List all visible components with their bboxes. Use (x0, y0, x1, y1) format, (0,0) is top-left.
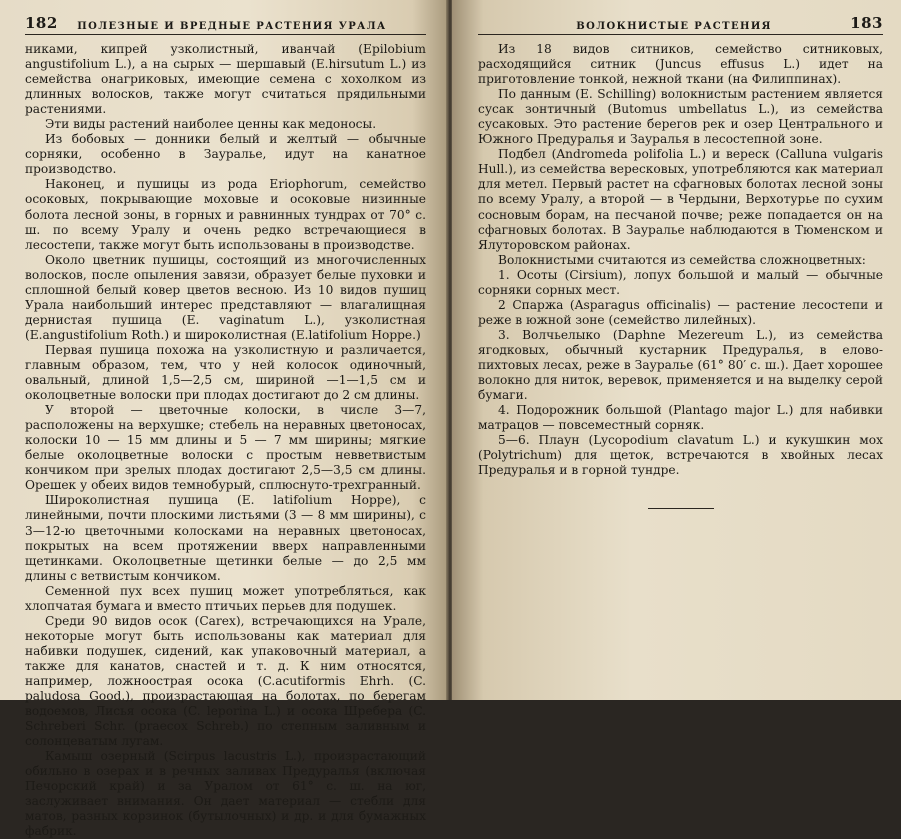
left-page-text (25, 42, 426, 839)
right-page-text (478, 42, 883, 478)
paragraph: Подбел (Andromeda polifolia L.) и вереск (Calluna vulgaris Hull.), из семейства вересковых, употребляются как материал для метел. Первый растет на сфагновых болотах лесной зоны по всему Уралу, а второй — в Чердыни, Верхотурье по сухим сосновым борам, на песчаной почве; реже попадается он на сфагновых болотах. В Зауралье наблюдаются в Тюменском и Ялуторовском районах. (478, 147, 883, 252)
paragraph: Из 18 видов ситников, семейство ситниковых, расходящийся ситник (Juncus effusus L.) идет на приготовление тонкой, нежной ткани (на Филиппинах). (478, 42, 883, 87)
paragraph: 3. Волчьелыко (Daphne Mezereum L.), из семейства ягодковых, обычный кустарник Предуралья, в елово-пихтовых лесах, реже в Зауралье (61° 80′ с. ш.). Дает хорошее волокно для ниток, веревок, применяется и на выделку серой бумаги. (478, 327, 883, 403)
paragraph: Широколистная пушица (E. latifolium Hoppe), с линейными, почти плоскими листьями (3 — 8 мм ширины), с 3—12-ю цветочными колосками на неравных цветоносах, покрытых на всем протяжении вверх направленными щетинками. Околоцветные щетинки белые — до 2,5 мм длины с ветвистым кончиком. (25, 493, 426, 583)
running-head: ВОЛОКНИСТЫЕ РАСТЕНИЯ (576, 21, 772, 32)
paragraph: Камыш озерный (Scirpus lacustris L.), произрастающий обильно в озерах и в речных заливах Предуралья (включая Печорский край) и за Уралом от 61° с. ш. на юг, заслуживает внимания. Он дает материал — стебли для матов, разных корзинок (бутылочных) и др. и для бумажных фабрик. (25, 749, 426, 839)
paragraph: Наконец, и пушицы из рода Eriophorum, семейство осоковых, покрывающие моховые и осоковые низинные болота лесной зоны, в горных и равнинных тундрах от 70° с. ш. по всему Уралу и очень редко встречающиеся в лесостепи, также могут быть использованы в производстве. (25, 177, 426, 252)
left-page-header (25, 11, 426, 35)
paragraph: Эти виды растений наиболее ценны как медоносы. (45, 117, 377, 132)
left-page (0, 0, 448, 839)
page-number: 183 (850, 14, 883, 32)
right-page-header (478, 11, 883, 35)
end-rule (648, 508, 714, 509)
paragraph: Около цветник пушицы, состоящий из многочисленных волосков, после опыления завязи, образует белые пуховки и сплошной белый ковер цветов весною. Из 10 видов пушиц Урала наибольший интерес представляют — влагалищная дернистая пушица (E. vaginatum L.), узколистная (E.angustifolium Roth.) и широколистная (E.latifolium Hoppe.) (25, 252, 426, 342)
paragraph: 4. Подорожник большой (Plantago major L.) для набивки матрацов — повсеместный сорняк. (478, 403, 883, 433)
paragraph: У второй — цветочные колоски, в числе 3—7, расположены на верхушке; стебель на неравных цветоносах, колоски 10 — 15 мм длины и 5 — 7 мм ширины; мягкие белые околоцветные волоски с простым невветвистым кончиком при зрелых плодах достигают 2,5—3,5 см длины. Орешек у обеих видов темнобурый, сплюснуто-трехгранный. (25, 403, 426, 493)
paragraph: Из бобовых — донники белый и желтый — обычные сорняки, особенно в Зауралье, идут на канатное производство. (25, 132, 426, 177)
paragraph: 5—6. Плаун (Lycopodium clavatum L.) и кукушкин мох (Polytrichum) для щеток, встречаются в хвойных лесах Предуралья и в горной тундре. (478, 433, 883, 478)
paragraph: никами, кипрей узколистный, иванчай (Epilobium angustifolium L.), а на сырых — шершавый (E.hirsutum L.) из семейства онагриковых, имеющие семена с хохолком из длинных волосков, также могут считаться прядильными растениями. (25, 42, 426, 117)
paragraph: Семенной пух всех пушиц может употребляться, как хлопчатая бумага и вместо птичьих перьев для подушек. (25, 583, 426, 613)
running-head: ПОЛЕЗНЫЕ И ВРЕДНЫЕ РАСТЕНИЯ УРАЛА (77, 21, 387, 32)
paragraph: Волокнистыми считаются из семейства сложноцветных: (498, 252, 866, 267)
paragraph: Первая пушица похожа на узколистную и различается, главным образом, тем, что у ней колосок одиночный, овальный, длиной 1,5—2,5 см, шириной —1—1,5 см и околоцветные волоски при плодах достигают до 2 см длины. (25, 342, 426, 403)
page-number: 182 (25, 14, 58, 32)
right-page (452, 0, 901, 700)
paragraph: Среди 90 видов осок (Carex), встречающихся на Урале, некоторые могут быть использованы как материал для набивки подушек, сидений, как упаковочный материал, а также для канатов, снастей и т. д. К ним относятся, например, ложноострая осока (C.acutiformis Ehrh. (C. paludosa Good.), произрастающая на болотах, по берегам водоемов, Лисья осока (C. leporina L.) и осока Шребера (C. Schreberi Schr. (praecox Schreb.) по степным заливным и солонцеватым лугам. (25, 613, 426, 749)
paragraph: 1. Осоты (Cirsium), лопух большой и малый — обычные сорняки сорных мест. (478, 267, 883, 297)
paragraph: 2 Спаржа (Asparagus officinalis) — растение лесостепи и реже в южной зоне (семейство лилейных). (478, 297, 883, 327)
paragraph: По данным (E. Schilling) волокнистым растением является сусак зонтичный (Butomus umbellatus L.), из семейства сусаковых. Это растение берегов рек и озер Центрального и Южного Предуралья и Зауралья в лесостепной зоне. (478, 87, 883, 147)
